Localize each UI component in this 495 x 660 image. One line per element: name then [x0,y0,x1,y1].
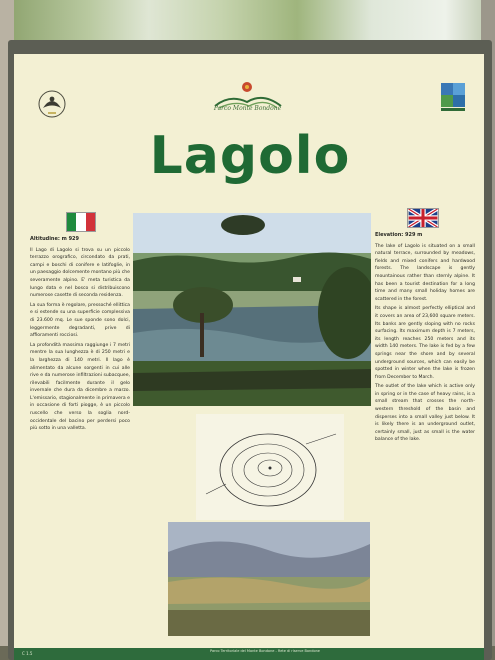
lake-photo [133,213,371,406]
italian-paragraph: La sua forma è regolare, pressoché ellittica e si estende su una superficie complessiva di 23.600 mq. Le sue sponde sono dolci, leggermente degradanti, prive di affioramenti rocciosi. [30,302,130,339]
italian-text-column [30,236,130,435]
italian-paragraph: La profondità massima raggiunge i 7 metri mentre la sua lunghezza è di 250 metri e la larghezza di 140 metri. Il lago è alimentato da alcune sorgenti in cui alle rive e da numerose infiltrazioni subacquee, rilevabili facilmente durante il gelo invernale che dura da dicembre a marzo. L'emissario, stagionalmente in primavera e in occasione di forti piogge, è un piccolo ruscello che verso la soglia nord-occidentale del bacino per perdersi poco più sotto in una valletta. [30,342,130,432]
mountain-flower-logo-icon [205,78,290,118]
lake-contour-map [196,414,344,520]
english-elevation: Elevation: 929 m [375,232,423,238]
footer-code: C 1.5 [22,651,33,656]
bird-emblem-logo-icon [34,86,70,122]
english-text-column [375,232,475,446]
page-title: Lagolo [149,126,351,186]
park-name: Parco Monte Bondone [213,105,282,112]
english-paragraph: The outlet of the lake which is active only in spring or in the case of heavy rains, is a small stream that crosses the north-western threshold of the basin and disperses into a small valley just below. It is likely there is an underground outlet, certainly small, just as small is the water balance of the lake. [375,384,475,443]
uk-flag-icon [407,208,439,228]
english-paragraph: Its shape is almost perfectly elliptical and it covers an area of 23,600 square meters. Its banks are gently sloping with no rocks surfacing. Its maximum depth is 7 meters, its length reaches 250 meters and its width 140 meters. The lake is fed by a few springs near the shore and by several underground sources, which can easily be spotted in winter when the lake is frozen from December to March. [375,306,475,380]
english-paragraph: The lake of Lagolo is situated on a small natural terrace, surrounded by meadows, fields and mixed conifers and hardwood forests. The landscape is gently mountainous rather than sternly alpine. It has been a tourist destination for a long time and many small holiday homes are scattered in the forest. [375,243,475,302]
italian-paragraph: Il Lago di Lagolo si trova su un piccolo terrazzo orografico, circondato da prati, campi e boschi di conifere e latifoglie, in un paesaggio dolcemente montano più che severamente alpino. E' meta turistica da lungo data e nel bosco si distribuiscono numerose casette di seconda residenza. [30,247,130,299]
bog-photo [168,522,370,636]
italian-flag-icon [66,212,96,232]
footer-text: Parco Territoriale del Monte Bondone - Rete di riserve Bondone [210,649,320,653]
italian-altitude: Altitudine: m 929 [30,236,80,242]
puzzle-map-logo-icon [437,80,469,114]
